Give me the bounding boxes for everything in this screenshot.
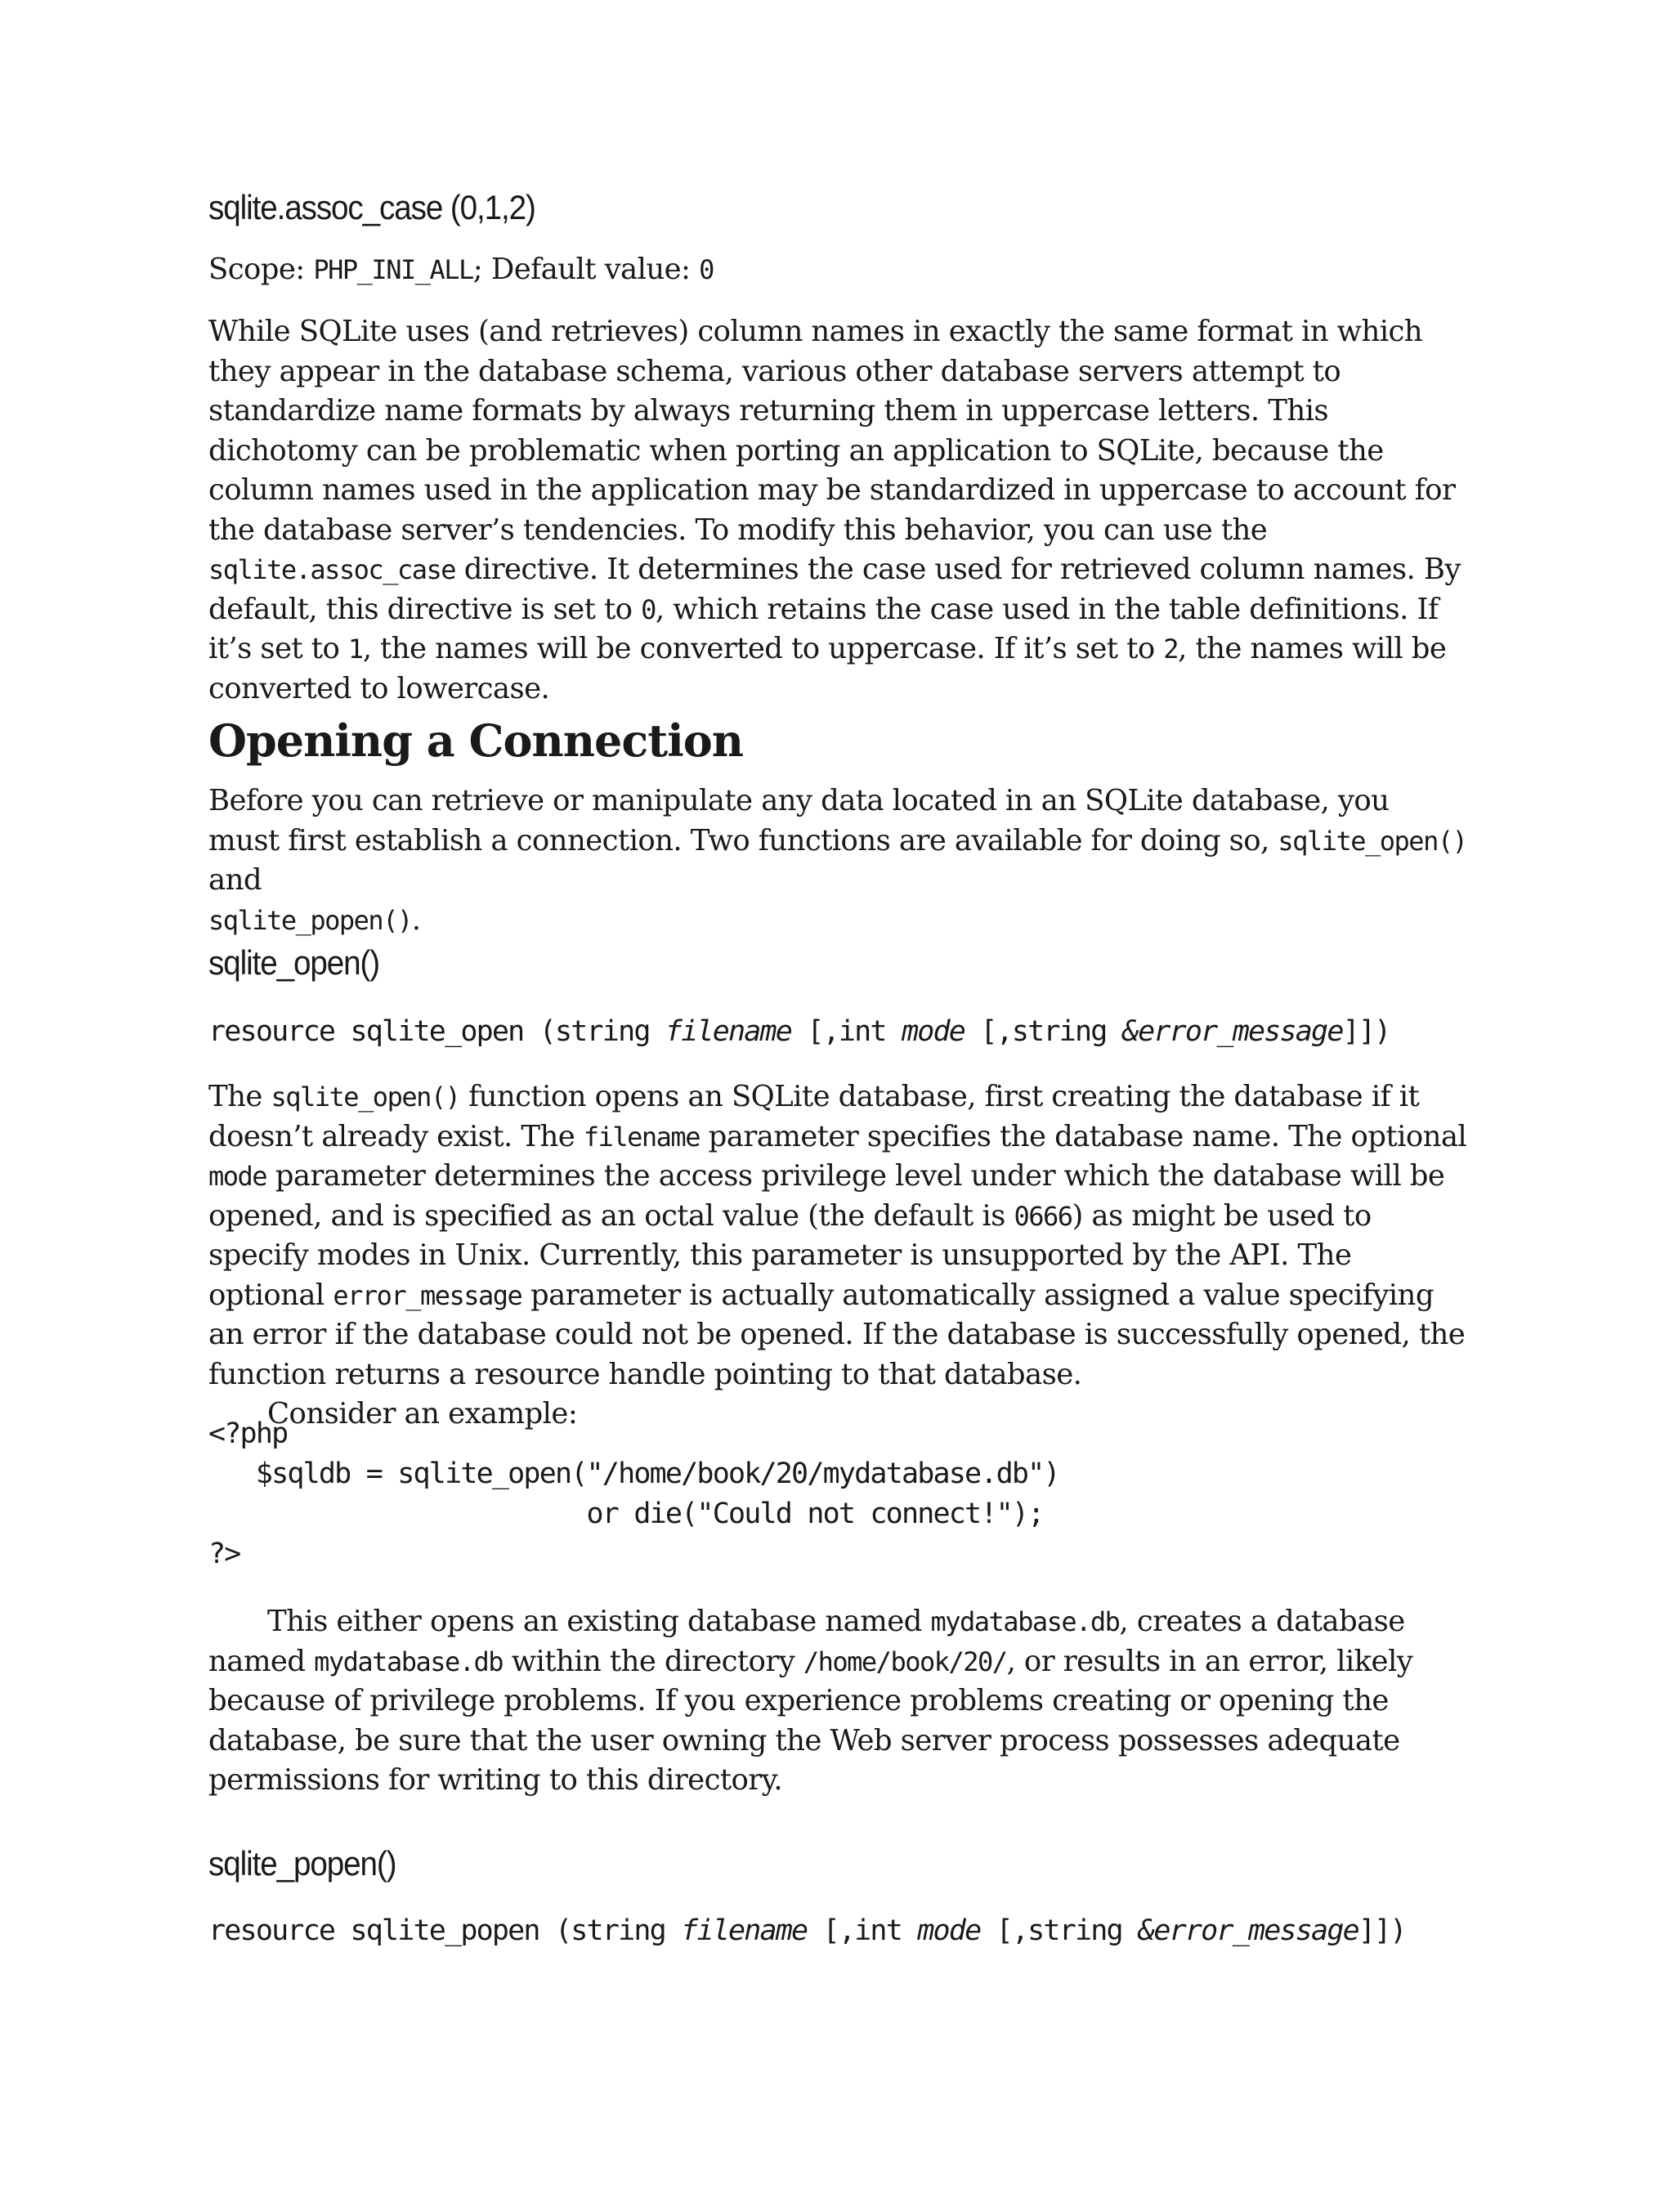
text-run: within the directory [503, 1644, 803, 1678]
signature-sqlite-popen [208, 1914, 1406, 1947]
sig-part: ]]) [1358, 1914, 1406, 1947]
text-run: parameter is actually automatically assigned a value specifying an error if the database could not be opened. If the database is successfully opened, the function returns a resource handle pointing to that database. [208, 1278, 1466, 1391]
inline-code: error_message [333, 1279, 522, 1311]
text-run: and [208, 863, 262, 897]
text-run: While SQLite uses (and retrieves) column names in exactly the same format in which they appear in the database schema, various other database servers attempt to standardize name formats by always returning them in uppercase letters. This dichotomy can be problematic when porting an application to SQLite, because the column names used in the application may be standardized in uppercase to account for the database server’s tendencies. To modify this behavior, you can use the [208, 315, 1456, 547]
inline-code: sqlite_popen() [208, 904, 412, 936]
inline-code: 0666 [1014, 1200, 1072, 1232]
scope-prefix: Scope: [208, 253, 314, 286]
paragraph-assoc-case [208, 312, 1467, 709]
text-run: , the names will be converted to lowercase. [208, 632, 1447, 705]
default-value: 0 [699, 254, 714, 285]
scope-mid: ; Default value: [472, 253, 700, 286]
inline-code: sqlite_open() [271, 1081, 460, 1113]
text-run: , or results in an error, likely because of privilege problems. If you experience problems creating or opening the database, be sure that the user owning the Web server process possesses adequate permissions for writing to this directory. [208, 1644, 1413, 1797]
scope-line [208, 250, 714, 290]
paragraph-after-example [208, 1602, 1467, 1801]
text-run: This either opens an existing database named [267, 1605, 931, 1638]
text-run: directive. It determines the case used for retrieved column names. By default, this directive is set to [208, 553, 1461, 626]
inline-code: mydatabase.db [314, 1646, 504, 1677]
inline-code: filename [583, 1121, 700, 1153]
text-run: , creates a database named [208, 1605, 1405, 1678]
heading-assoc-case: sqlite.assoc_case (0,1,2) [208, 188, 535, 226]
heading-sqlite-open: sqlite_open() [208, 943, 380, 982]
inline-code: sqlite_open() [1278, 825, 1467, 857]
sig-part: ]]) [1342, 1015, 1390, 1048]
inline-code: mydatabase.db [930, 1606, 1120, 1637]
inline-code: /home/book/20/ [803, 1646, 1007, 1677]
sig-part: [,string [965, 1015, 1122, 1048]
text-run: parameter determines the access privilege level under which the database will be opened, and is specified as an octal value (the default is [208, 1159, 1445, 1233]
sig-param: mode [917, 1914, 981, 1947]
consider-line: Consider an example: [267, 1397, 578, 1431]
inline-code: 2 [1163, 634, 1179, 665]
text-run: , the names will be converted to uppercase. If it’s set to [362, 632, 1164, 665]
paragraph-opening-connection [208, 781, 1467, 940]
signature-sqlite-open [208, 1015, 1390, 1048]
sig-param: filename [681, 1914, 808, 1947]
sig-part: [,int [807, 1914, 918, 1947]
sig-param: &error_message [1138, 1914, 1358, 1947]
sig-part: [,int [791, 1015, 902, 1048]
sig-param: &error_message [1121, 1015, 1343, 1048]
text-run: . [411, 902, 421, 937]
sig-part: resource sqlite_open (string [208, 1015, 665, 1048]
text-run: parameter specifies the database name. The optional [699, 1119, 1467, 1153]
inline-code: mode [208, 1161, 267, 1192]
text-run: ) as might be used to specify modes in Unix. Currently, this parameter is unsupported by the API. The optional [208, 1198, 1372, 1312]
scope-value: PHP_INI_ALL [313, 254, 473, 285]
paragraph-sqlite-open [208, 1077, 1467, 1395]
text-run: , which retains the case used in the table definitions. If it’s set to [208, 592, 1439, 665]
text-run: Before you can retrieve or manipulate any data located in an SQLite database, you must first establish a connection. Two functions are available for doing so, [208, 784, 1390, 857]
heading-sqlite-popen: sqlite_popen() [208, 1844, 396, 1883]
inline-code: sqlite.assoc_case [208, 554, 456, 585]
sig-part: [,string [980, 1914, 1139, 1947]
text-run: function opens an SQLite database, first creating the database if it doesn’t already exist. The [208, 1080, 1420, 1153]
text-run: The [208, 1080, 271, 1113]
code-example: <?php $sqldb = sqlite_open("/home/book/20/mydatabase.db") or die("Could not connect!"); ?> [208, 1417, 1059, 1570]
sig-part: resource sqlite_popen (string [208, 1914, 682, 1947]
sqlite-open-description [208, 1077, 1467, 1435]
inline-code: 1 [347, 634, 363, 665]
sig-param: filename [665, 1015, 792, 1048]
inline-code: 0 [641, 593, 656, 625]
sig-param: mode [901, 1015, 965, 1048]
heading-opening-connection: Opening a Connection [208, 714, 744, 767]
